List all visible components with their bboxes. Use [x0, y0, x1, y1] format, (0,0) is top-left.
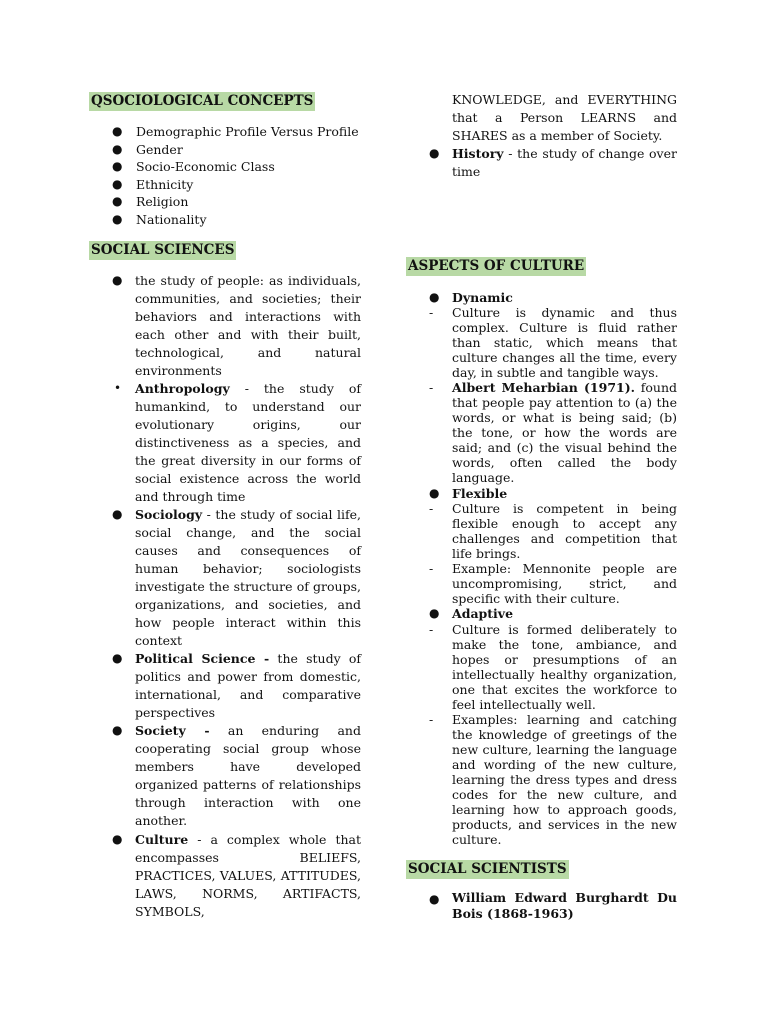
concepts-list	[112, 123, 372, 228]
bullet-icon: ●	[429, 146, 440, 160]
list-item-text: Religion	[136, 194, 189, 209]
political-science-item	[135, 650, 361, 722]
culture-continuation	[452, 91, 677, 145]
dash-icon: -	[429, 561, 434, 576]
flexible-description-1: Culture is competent in being flexible enough to accept any challenges and competition that life brings.	[452, 501, 677, 561]
anthropology-item	[135, 380, 361, 506]
bullet-icon: ●	[112, 194, 123, 208]
sociology-item	[135, 506, 361, 650]
society-text: an enduring and cooperating social group whose members have developed organized patterns of relationships through interaction with one another.	[135, 723, 361, 828]
anthropology-text: - the study of humankind, to understand our evolutionary origins, our distinctiveness as a species, and the great diversity in our forms of social existence across the world and through time	[135, 381, 361, 504]
sociology-term: Sociology	[135, 507, 203, 522]
intro-paragraph	[135, 272, 361, 380]
dash-icon: -	[429, 501, 434, 516]
bullet-icon: ●	[429, 606, 440, 620]
bullet-icon: ●	[112, 159, 123, 173]
flexible-description-2: Example: Mennonite people are uncompromising, strict, and specific with their culture.	[452, 561, 677, 606]
list-item	[112, 123, 372, 141]
culture-continuation-text: KNOWLEDGE, and EVERYTHING that a Person LEARNS and SHARES as a member of Society.	[452, 92, 677, 143]
political-science-text: the study of politics and power from domestic, international, and comparative perspectives	[135, 651, 361, 720]
adaptive-description-1: Culture is formed deliberately to make the tone, ambiance, and hopes or presumptions of an intellectually healthy organization, one that excites the workforce to feel intellectually well.	[452, 622, 677, 712]
bullet-icon: ●	[112, 211, 123, 226]
heading-aspects-of-culture: ASPECTS OF CULTURE	[408, 258, 585, 274]
bullet-icon: ●	[112, 176, 123, 191]
aspect-dynamic: Dynamic	[452, 290, 513, 305]
history-item	[452, 145, 677, 181]
scientist-du-bois: William Edward Burghardt Du Bois (1868-1963)	[452, 890, 677, 921]
heading-social-sciences: SOCIAL SCIENCES	[91, 242, 235, 258]
list-item	[112, 158, 372, 176]
albert-meharbian-term: Albert Meharbian (1971).	[452, 380, 635, 395]
list-item-text: Ethnicity	[136, 176, 194, 192]
bullet-icon: ●	[112, 832, 123, 846]
dash-icon: -	[429, 305, 434, 320]
bullet-icon: ●	[112, 124, 123, 138]
bullet-icon: ●	[112, 507, 123, 521]
intro-text: the study of people: as individuals, communities, and societies; their behaviors and interactions with each other and with their built, technological, and natural environments	[135, 273, 361, 378]
anthropology-term: Anthropology	[135, 381, 230, 396]
bullet-icon: ●	[112, 273, 123, 287]
political-science-term: Political Science -	[135, 651, 270, 666]
dash-icon: -	[429, 622, 434, 637]
society-term: Society -	[135, 723, 210, 738]
dynamic-description: Culture is dynamic and thus complex. Culture is fluid rather than static, which means that culture changes all the time, every day, in subtle and tangible ways.	[452, 305, 677, 380]
adaptive-description-2: Examples: learning and catching the knowledge of greetings of the new culture, learning the language and wording of the new culture, learning the dress types and dress codes for the new culture, and learning how to approach goods, products, and services in the new culture.	[452, 712, 677, 847]
list-item-text: Nationality	[136, 211, 207, 227]
bullet-icon: ●	[429, 486, 440, 500]
heading-sociological-concepts: QSOCIOLOGICAL CONCEPTS	[91, 93, 314, 109]
bullet-icon: ●	[112, 651, 123, 665]
list-item	[112, 176, 372, 194]
list-item-text: Demographic Profile Versus Profile	[136, 124, 359, 139]
list-item	[112, 211, 372, 229]
culture-text: - a complex whole that encompasses BELIEFS, PRACTICES, VALUES, ATTITUDES, LAWS, NORMS, ARTIFACTS, SYMBOLS,	[135, 832, 361, 919]
culture-term: Culture	[135, 832, 189, 847]
list-item-text: Socio-Economic Class	[136, 159, 275, 174]
bullet-icon: ●	[429, 290, 440, 304]
dash-icon: -	[429, 380, 434, 395]
bullet-icon: •	[114, 381, 122, 395]
heading-social-scientists: SOCIAL SCIENTISTS	[408, 861, 567, 877]
culture-item	[135, 831, 361, 921]
albert-meharbian-item	[452, 380, 677, 485]
list-item-text: Gender	[136, 141, 183, 157]
albert-meharbian-text: found that people pay attention to (a) the words, or what is being said; (b) the tone, or how the words are said; and (c) the visual behind the words, often called the body language.	[452, 380, 677, 485]
history-text: - the study of change over time	[452, 146, 677, 179]
bullet-icon: ●	[112, 723, 123, 737]
bullet-icon: ●	[112, 141, 123, 156]
sociology-text: - the study of social life, social change, and the social causes and consequences of human behavior; sociologists investigate the structure of groups, organizations, and societies, and how people interact within this context	[135, 507, 361, 648]
list-item	[112, 141, 372, 159]
society-item	[135, 722, 361, 830]
dash-icon: -	[429, 712, 434, 727]
bullet-icon: ●	[429, 892, 440, 906]
aspect-adaptive: Adaptive	[452, 606, 514, 621]
list-item	[112, 193, 372, 211]
history-term: History	[452, 146, 504, 161]
aspect-flexible: Flexible	[452, 486, 508, 501]
